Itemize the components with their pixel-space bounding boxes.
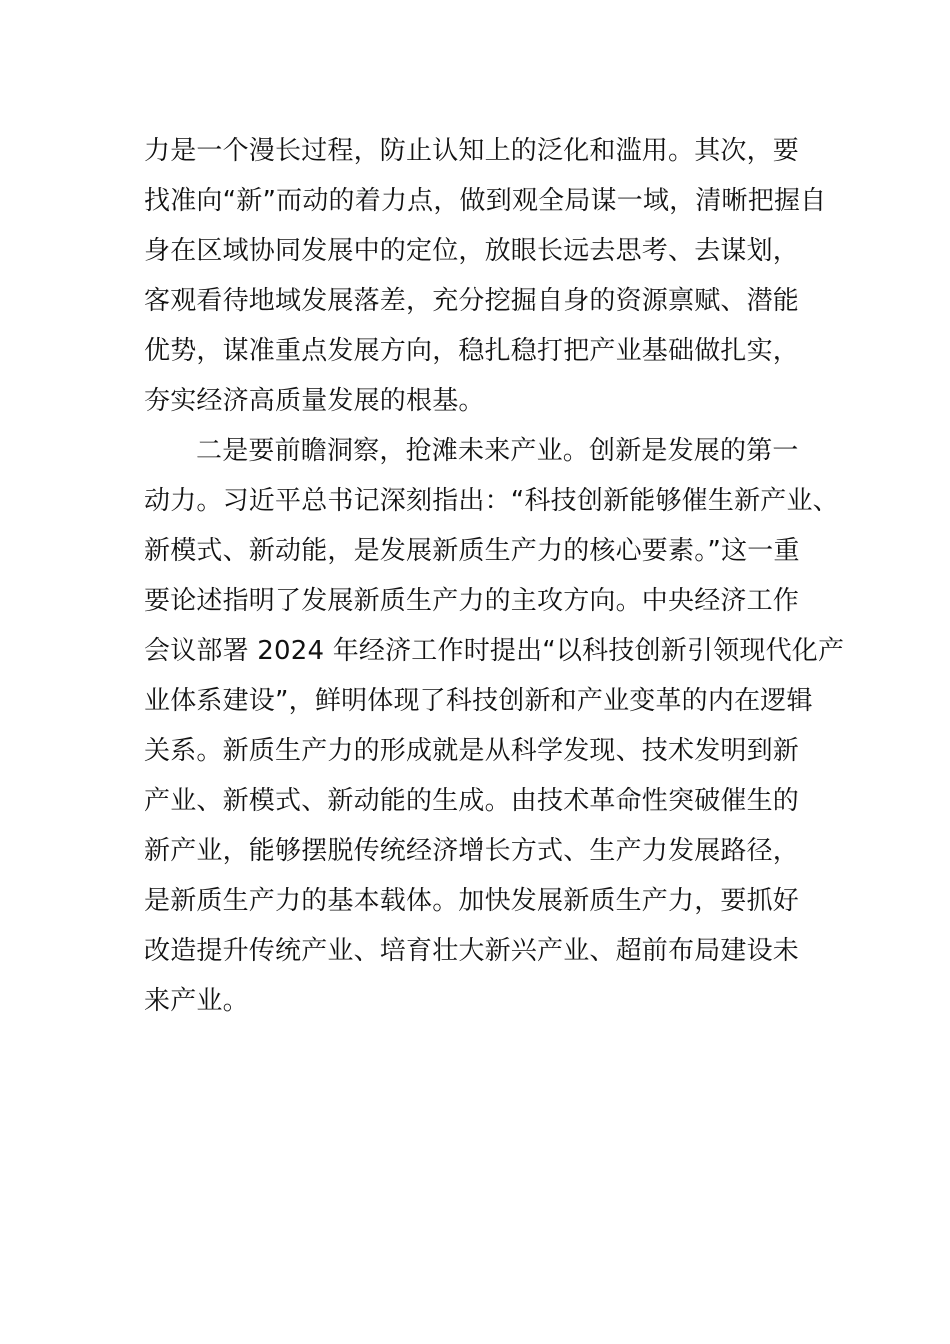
text-line: 力是一个漫长过程，防止认知上的泛化和滥用。其次，要 [144,136,800,166]
body-text [144,126,845,1026]
text-line: 关系。新质生产力的形成就是从科学发现、技术发明到新 [144,736,800,766]
text-line: 是新质生产力的基本载体。加快发展新质生产力，要抓好 [144,886,800,916]
text-line: 要论述指明了发展新质生产力的主攻方向。中央经济工作 [144,586,800,616]
text-line: 来产业。 [144,986,249,1016]
text-line: 动力。习近平总书记深刻指出：“科技创新能够催生新产业、 [144,486,839,516]
text-line: 客观看待地域发展落差，充分挖掘自身的资源禀赋、潜能 [144,286,800,316]
text-line: 新模式、新动能，是发展新质生产力的核心要素。”这一重 [144,536,800,566]
text-line: 优势，谋准重点发展方向，稳扎稳打把产业基础做扎实， [144,336,800,366]
text-line: 产业、新模式、新动能的生成。由技术革命性突破催生的 [144,786,800,816]
text-line: 找准向“新”而动的着力点，做到观全局谋一域，清晰把握自 [144,186,827,216]
text-line: 身在区域协同发展中的定位，放眼长远去思考、去谋划， [144,236,800,266]
text-line: 会议部署 2024 年经济工作时提出“以科技创新引领现代化产 [144,636,845,666]
text-line: 夯实经济高质量发展的根基。 [144,386,485,416]
text-line: 新产业，能够摆脱传统经济增长方式、生产力发展路径， [144,836,800,866]
text-line: 改造提升传统产业、培育壮大新兴产业、超前布局建设未 [144,936,800,966]
text-line: 业体系建设”，鲜明体现了科技创新和产业变革的内在逻辑 [144,686,813,716]
paragraph-first-line: 二是要前瞻洞察，抢滩未来产业。创新是发展的第一 [196,436,799,466]
